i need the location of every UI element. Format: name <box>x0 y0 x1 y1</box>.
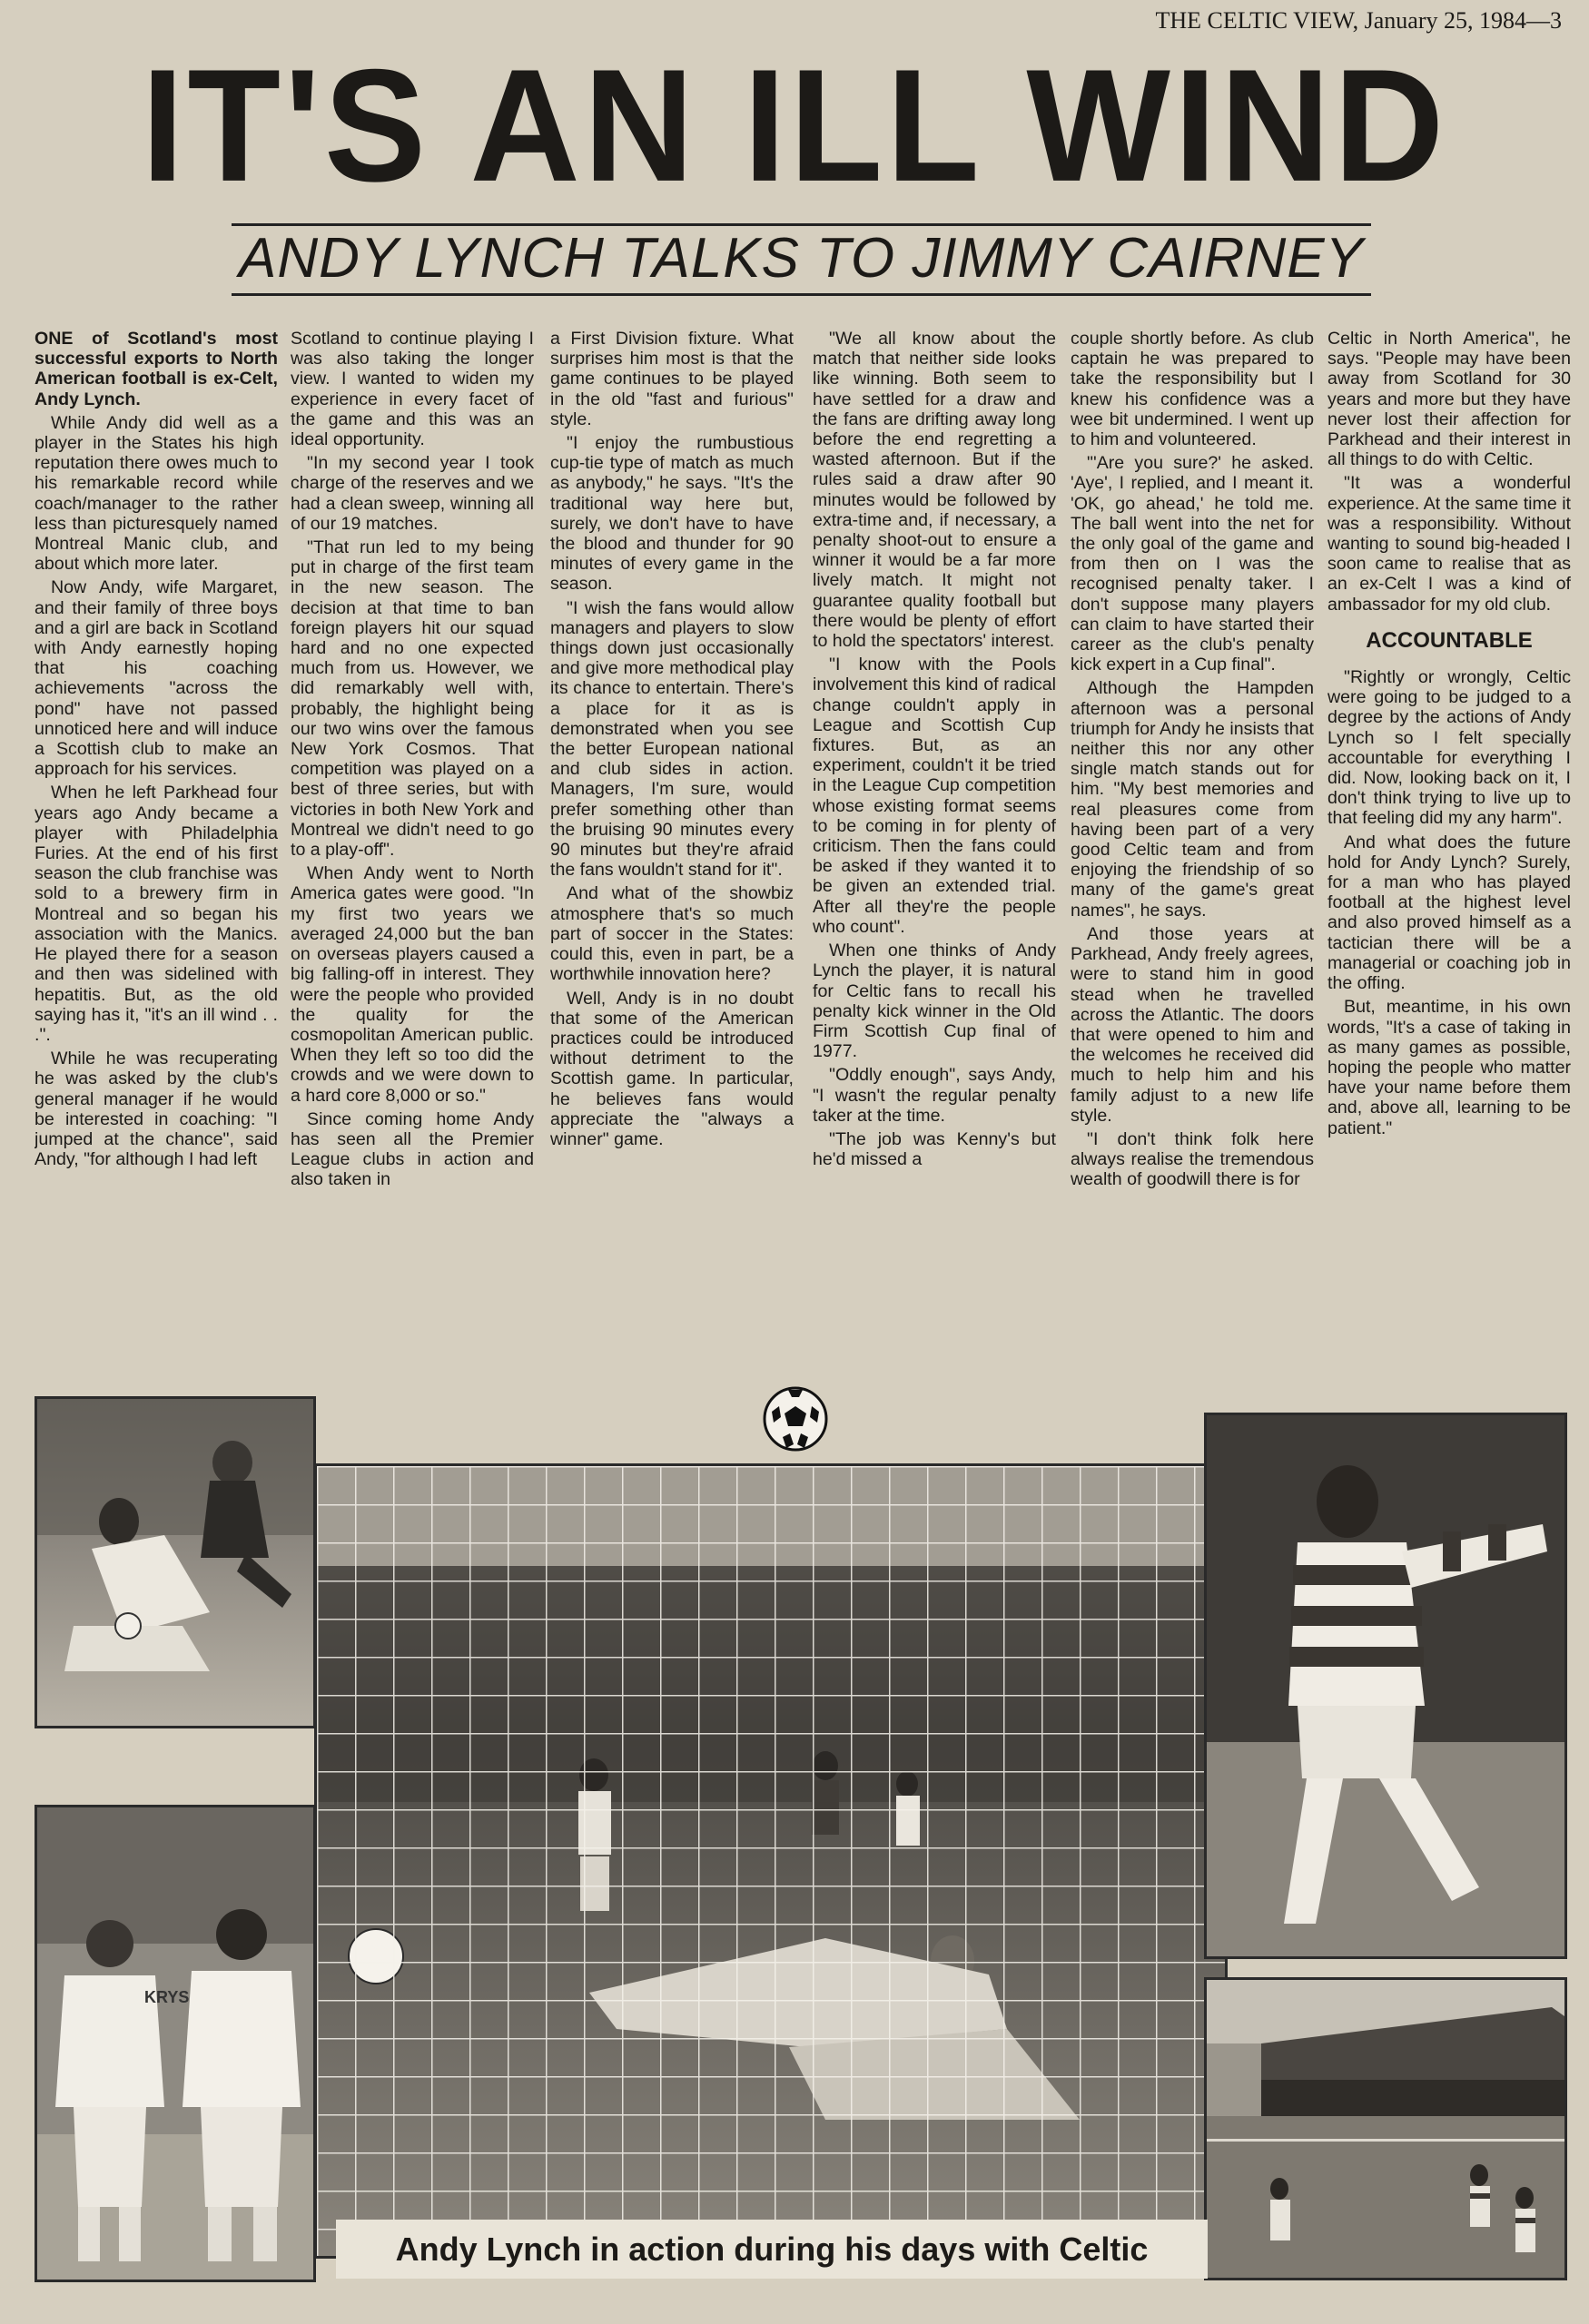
photo-stadium-match <box>1204 1977 1567 2280</box>
paragraph: While Andy did well as a player in the States his high reputation there owes much to his remarkable record while coach/manager to the rather less than picturesquely named Montreal Manic club, and about which more later. <box>35 412 278 575</box>
article-column-3 <box>550 329 794 1374</box>
photo-sign-text: KRYS <box>144 1988 190 2006</box>
paragraph: "I don't think folk here always realise the tremendous wealth of goodwill there is for <box>1071 1128 1314 1190</box>
paragraph: "The job was Kenny's but he'd missed a <box>813 1128 1056 1170</box>
article-column-6 <box>1327 329 1571 1374</box>
photo-action-tackle <box>35 1396 316 1728</box>
paragraph: "Rightly or wrongly, Celtic were going to be judged to a degree by the actions of Andy Lynch so I felt specially accountable for everything I did. Now, looking back on it, I don't think trying to live up to that feeling did my any harm". <box>1327 667 1571 829</box>
paragraph: couple shortly before. As club captain he was prepared to take the responsibility but I knew his confidence was a wee bit undermined. I went up to him and volunteered. <box>1071 329 1314 450</box>
paragraph: When Andy went to North America gates were good. "In my first two years we averaged 24,000 but the ban on overseas players caused a big falling-off in interest. They were the people who provided the quality for the cosmopolitan American public. When they left so too did the crowds and we were down to a hard core 8,000 or so." <box>291 863 534 1106</box>
paragraph: "We all know about the match that neither side looks like winning. Both seem to have settled for a draw and the fans are drifting away long before the end regretting a wasted afternoon. But if the rules said a draw after 90 minutes would be followed by extra-time and, if necessary, a penalty shoot-out to ensure a winner it would be a far more lively match. It might not guarantee quality football but there would be plenty of effort to hold the spectators' interest. <box>813 329 1056 652</box>
paragraph: Although the Hampden afternoon was a personal triumph for Andy he insists that neither this nor any other single match stands out for him. "My best memories and real pleasures come from having been part of a very good Celtic team and from enjoying the friendship of so many of the game's great names", he says. <box>1071 678 1314 921</box>
article-column-2 <box>291 329 534 1374</box>
paragraph: "I wish the fans would allow managers and players to slow things down just occasionally and give more methodical play its chance to entertain. There's a place for it as is demonstrated when you see the better European national and club sides in action. Managers, I'm sure, would prefer something other than the bruising 90 minutes every 90 minutes but they're afraid the fans wouldn't stand for it". <box>550 597 794 881</box>
photo-penalty-kick <box>314 1463 1228 2259</box>
headline: IT'S AN ILL WIND <box>141 35 1448 215</box>
photo-caption: Andy Lynch in action during his days with Celtic <box>336 2220 1208 2279</box>
paragraph: Scotland to continue playing I was also taking the longer view. I wanted to widen my experience in every facet of the game and this was an ideal opportunity. <box>291 329 534 450</box>
article-column-4 <box>813 329 1056 1374</box>
paragraph: When one thinks of Andy Lynch the player, it is natural for Celtic fans to recall his penalty kick winner in the Old Firm Scottish Cup final of 1977. <box>813 940 1056 1062</box>
masthead: THE CELTIC VIEW, January 25, 1984—3 <box>1155 7 1562 34</box>
paragraph: "I know with the Pools involvement this kind of radical change couldn't apply in League and Scottish Cup fixtures. But, as an experiment, couldn't it be tried in the League Cup competition whose existing format seems to be coming in for plenty of criticism. Then the fans could be asked if they wanted it to be given an extended trial. After all they're the people who count". <box>813 655 1056 937</box>
paragraph: "In my second year I took charge of the reserves and we had a clean sweep, winning all of our 19 matches. <box>291 453 534 534</box>
paragraph: Well, Andy is in no doubt that some of the American practices could be introduced without detriment to the Scottish game. In particular, he believes fans would appreciate the "always a winner" game. <box>550 988 794 1149</box>
paragraph: "'Are you sure?' he asked. 'Aye', I replied, and I meant it. 'OK, go ahead,' he told me. The ball went into the net for the only goal of the game and from then on I was the recognised penalty taker. I don't suppose many players can claim to have started their career as the club's penalty kick expert in a Cup final". <box>1071 453 1314 675</box>
paragraph: Since coming home Andy has seen all the Premier League clubs in action and also taken in <box>291 1108 534 1190</box>
subhead-rule-top <box>232 223 1371 226</box>
article-column-5 <box>1071 329 1314 1374</box>
paragraph: And what does the future hold for Andy Lynch? Surely, for a man who has played football at the highest level and also proved himself as a tactician there will be a managerial or coaching job in the offing. <box>1327 832 1571 994</box>
paragraph: Celtic in North America", he says. "People may have been away from Scotland for 30 years and more but they have never lost their affection for Parkhead and their interest in all things to do with Celtic. <box>1327 329 1571 470</box>
paragraph: Now Andy, wife Margaret, and their family of three boys and a girl are back in Scotland with Andy earnestly hoping that his coaching achievements "across the pond" have not passed unnoticed here and will induce a Scottish club to make an approach for his services. <box>35 577 278 780</box>
photo-two-players <box>35 1805 316 2282</box>
paragraph: "Oddly enough", says Andy, "I wasn't the regular penalty taker at the time. <box>813 1065 1056 1126</box>
lead-paragraph: ONE of Scotland's most successful exports to North American football is ex-Celt, Andy Lynch. <box>35 329 278 409</box>
photo-player-hooped-shirt <box>1204 1413 1567 1959</box>
paragraph: While he was recuperating he was asked by the club's general manager if he would be interested in coaching: "I jumped at the chance", said Andy, "for although I had left <box>35 1049 278 1170</box>
article-column-1 <box>35 329 278 1374</box>
paragraph: When he left Parkhead four years ago Andy became a player with Philadelphia Furies. At the end of his first season the club franchise was sold to a brewery firm in Montreal and so began his association with the Manics. He played there for a season and then was sidelined with hepatitis. But, as the old saying has it, "it's an ill wind . . .". <box>35 783 278 1045</box>
paragraph: a First Division fixture. What surprises him most is that the game continues to be played in the old "fast and furious" style. <box>550 329 794 429</box>
subhead-rule-bottom <box>232 293 1371 296</box>
paragraph: "It was a wonderful experience. At the same time it was a responsibility. Without wanting to sound big-headed I soon came to realise that as an ex-Celt I was a kind of ambassador for my old club. <box>1327 473 1571 615</box>
paragraph: But, meantime, in his own words, "It's a case of taking in as many games as possible, hoping the people who matter have your name before them and, above all, learning to be patient." <box>1327 997 1571 1138</box>
paragraph: And what of the showbiz atmosphere that's so much part of soccer in the States: could this, even in part, be a worthwhile innovation here? <box>550 883 794 985</box>
paragraph: And those years at Parkhead, Andy freely agrees, were to stand him in good stead when he travelled across the Atlantic. The doors that were opened to him and the welcomes he received did much to help him and his family adjust to a new life style. <box>1071 923 1314 1126</box>
paragraph: "I enjoy the rumbustious cup-tie type of match as much as anybody," he says. "It's the traditional way here but, surely, we don't have to have the blood and thunder for 90 minutes of every game in the season. <box>550 433 794 595</box>
section-heading: ACCOUNTABLE <box>1366 627 1533 653</box>
football-icon <box>761 1384 830 1453</box>
subhead: ANDY LYNCH TALKS TO JIMMY CAIRNEY <box>239 227 1364 290</box>
paragraph: "That run led to my being put in charge of the first team in the new season. The decision at that time to ban foreign players hit our squad hard and no one expected much from us. However, we did remarkably well with, probably, the highlight being our two wins over the famous New York Cosmos. That competition was played on a best of three series, but with victories in both New York and Montreal we didn't need to go to a play-off". <box>291 537 534 861</box>
